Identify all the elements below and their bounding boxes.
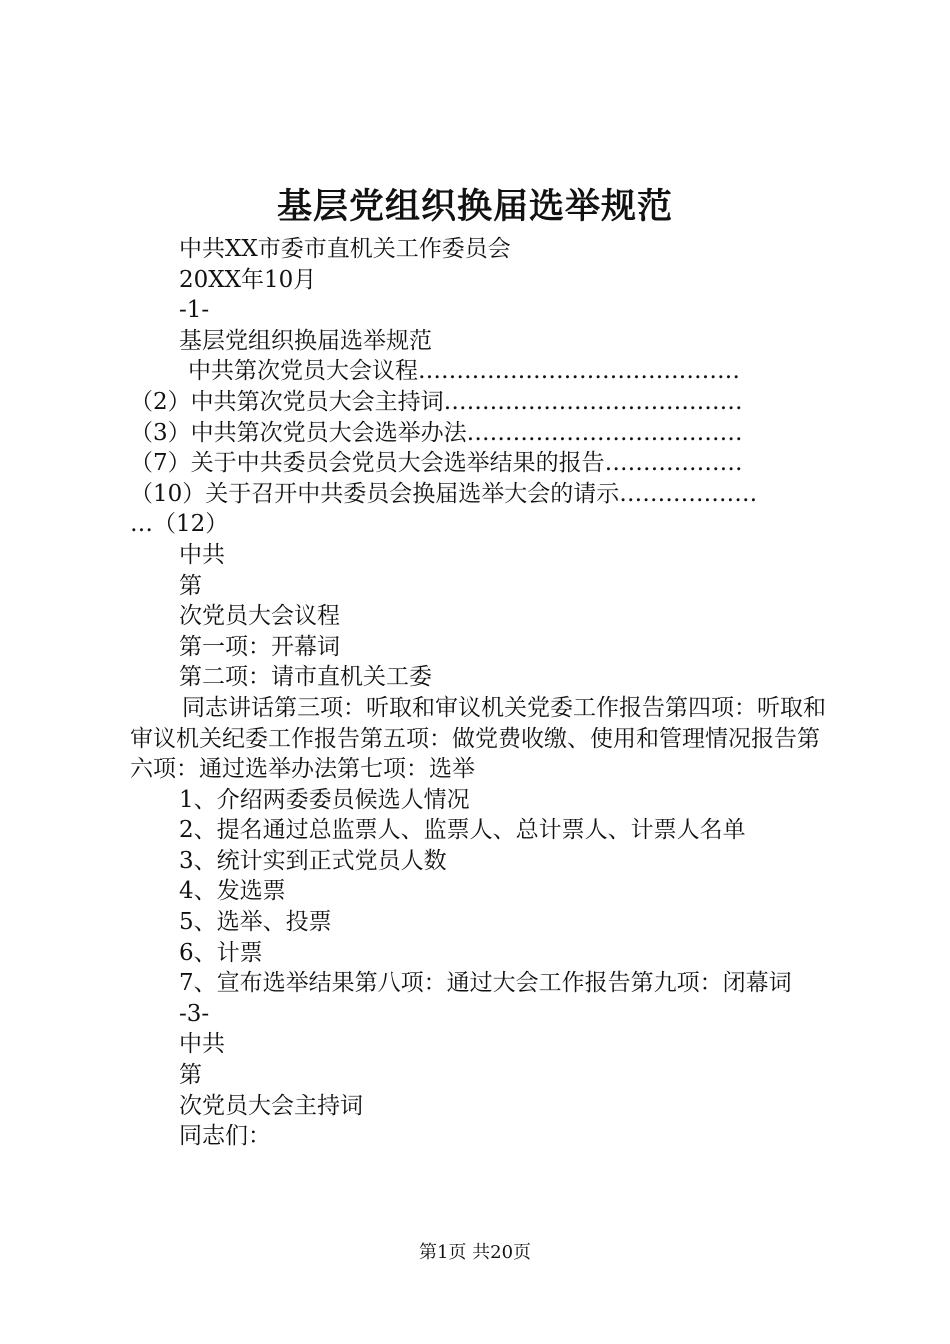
agenda-paragraph	[130, 693, 830, 785]
toc-tail: …（12）	[130, 511, 229, 538]
agenda-heading: 次党员大会议程	[179, 603, 340, 630]
speech-session-number: 第	[179, 1062, 202, 1089]
speech-greeting: 同志们：	[179, 1123, 271, 1150]
election-step-4: 4、发选票	[179, 878, 286, 905]
page-marker-3: -3-	[179, 1000, 210, 1027]
date-line: 20XX年10月	[179, 266, 317, 293]
agenda-session-number: 第	[179, 572, 202, 599]
toc-entry-leader: …………………………………	[443, 388, 743, 415]
election-step-7-text: 7、宣布选举结果第八项：通过大会工作报告第九项：闭幕词	[179, 970, 792, 997]
toc-entry-2	[130, 387, 830, 418]
toc-entry-label: （2）中共第次党员大会主持词	[130, 388, 444, 415]
election-step-1: 1、介绍两委委员候选人情况	[179, 786, 470, 813]
toc-entry-leader: ……………………………………	[418, 358, 740, 385]
toc-entry-leader: ………………………………	[466, 419, 743, 446]
toc-heading: 基层党组织换届选举规范	[179, 327, 432, 354]
page-marker-1: -1-	[179, 297, 210, 324]
toc-entry-label: 中共第次党员大会议程	[188, 358, 418, 385]
issuer-line: 中共XX市委市直机关工作委员会	[179, 236, 511, 262]
document-title: 基层党组织换届选举规范	[276, 186, 673, 227]
speech-party-name: 中共	[179, 1031, 225, 1058]
toc-entry-5	[130, 479, 830, 510]
toc-entry-label: （10）关于召开中共委员会换届选举大会的请示	[130, 480, 620, 507]
document-body	[130, 234, 830, 1152]
toc-entry-leader: ………………	[604, 450, 743, 477]
toc-entry-3	[130, 418, 830, 449]
election-step-3: 3、统计实到正式党员人数	[179, 847, 447, 874]
page-footer: 第1页 共20页	[418, 1242, 532, 1263]
agenda-paragraph-text: 同志讲话第三项：听取和审议机关党委工作报告第四项：听取和审议机关纪委工作报告第五项：做党费收缴、使用和管理情况报告第六项：通过选举办法第七项：选举	[130, 694, 826, 783]
agenda-item-1: 第一项：开幕词	[179, 633, 340, 660]
speech-heading: 次党员大会主持词	[179, 1092, 363, 1119]
toc-entry-4	[130, 448, 830, 479]
toc-entry-leader: ………………	[619, 480, 758, 507]
toc-entry-label: （3）中共第次党员大会选举办法	[130, 419, 467, 446]
agenda-item-2: 第二项：请市直机关工委	[179, 664, 432, 691]
election-step-2: 2、提名通过总监票人、监票人、总计票人、计票人名单	[179, 817, 746, 844]
election-step-5: 5、选举、投票	[179, 909, 332, 936]
election-step-6: 6、计票	[179, 939, 263, 966]
toc-entry-label: （7）关于中共委员会党员大会选举结果的报告	[130, 450, 605, 477]
toc-entry-1	[130, 356, 830, 387]
election-step-7	[130, 968, 830, 999]
agenda-party-name: 中共	[179, 541, 225, 568]
